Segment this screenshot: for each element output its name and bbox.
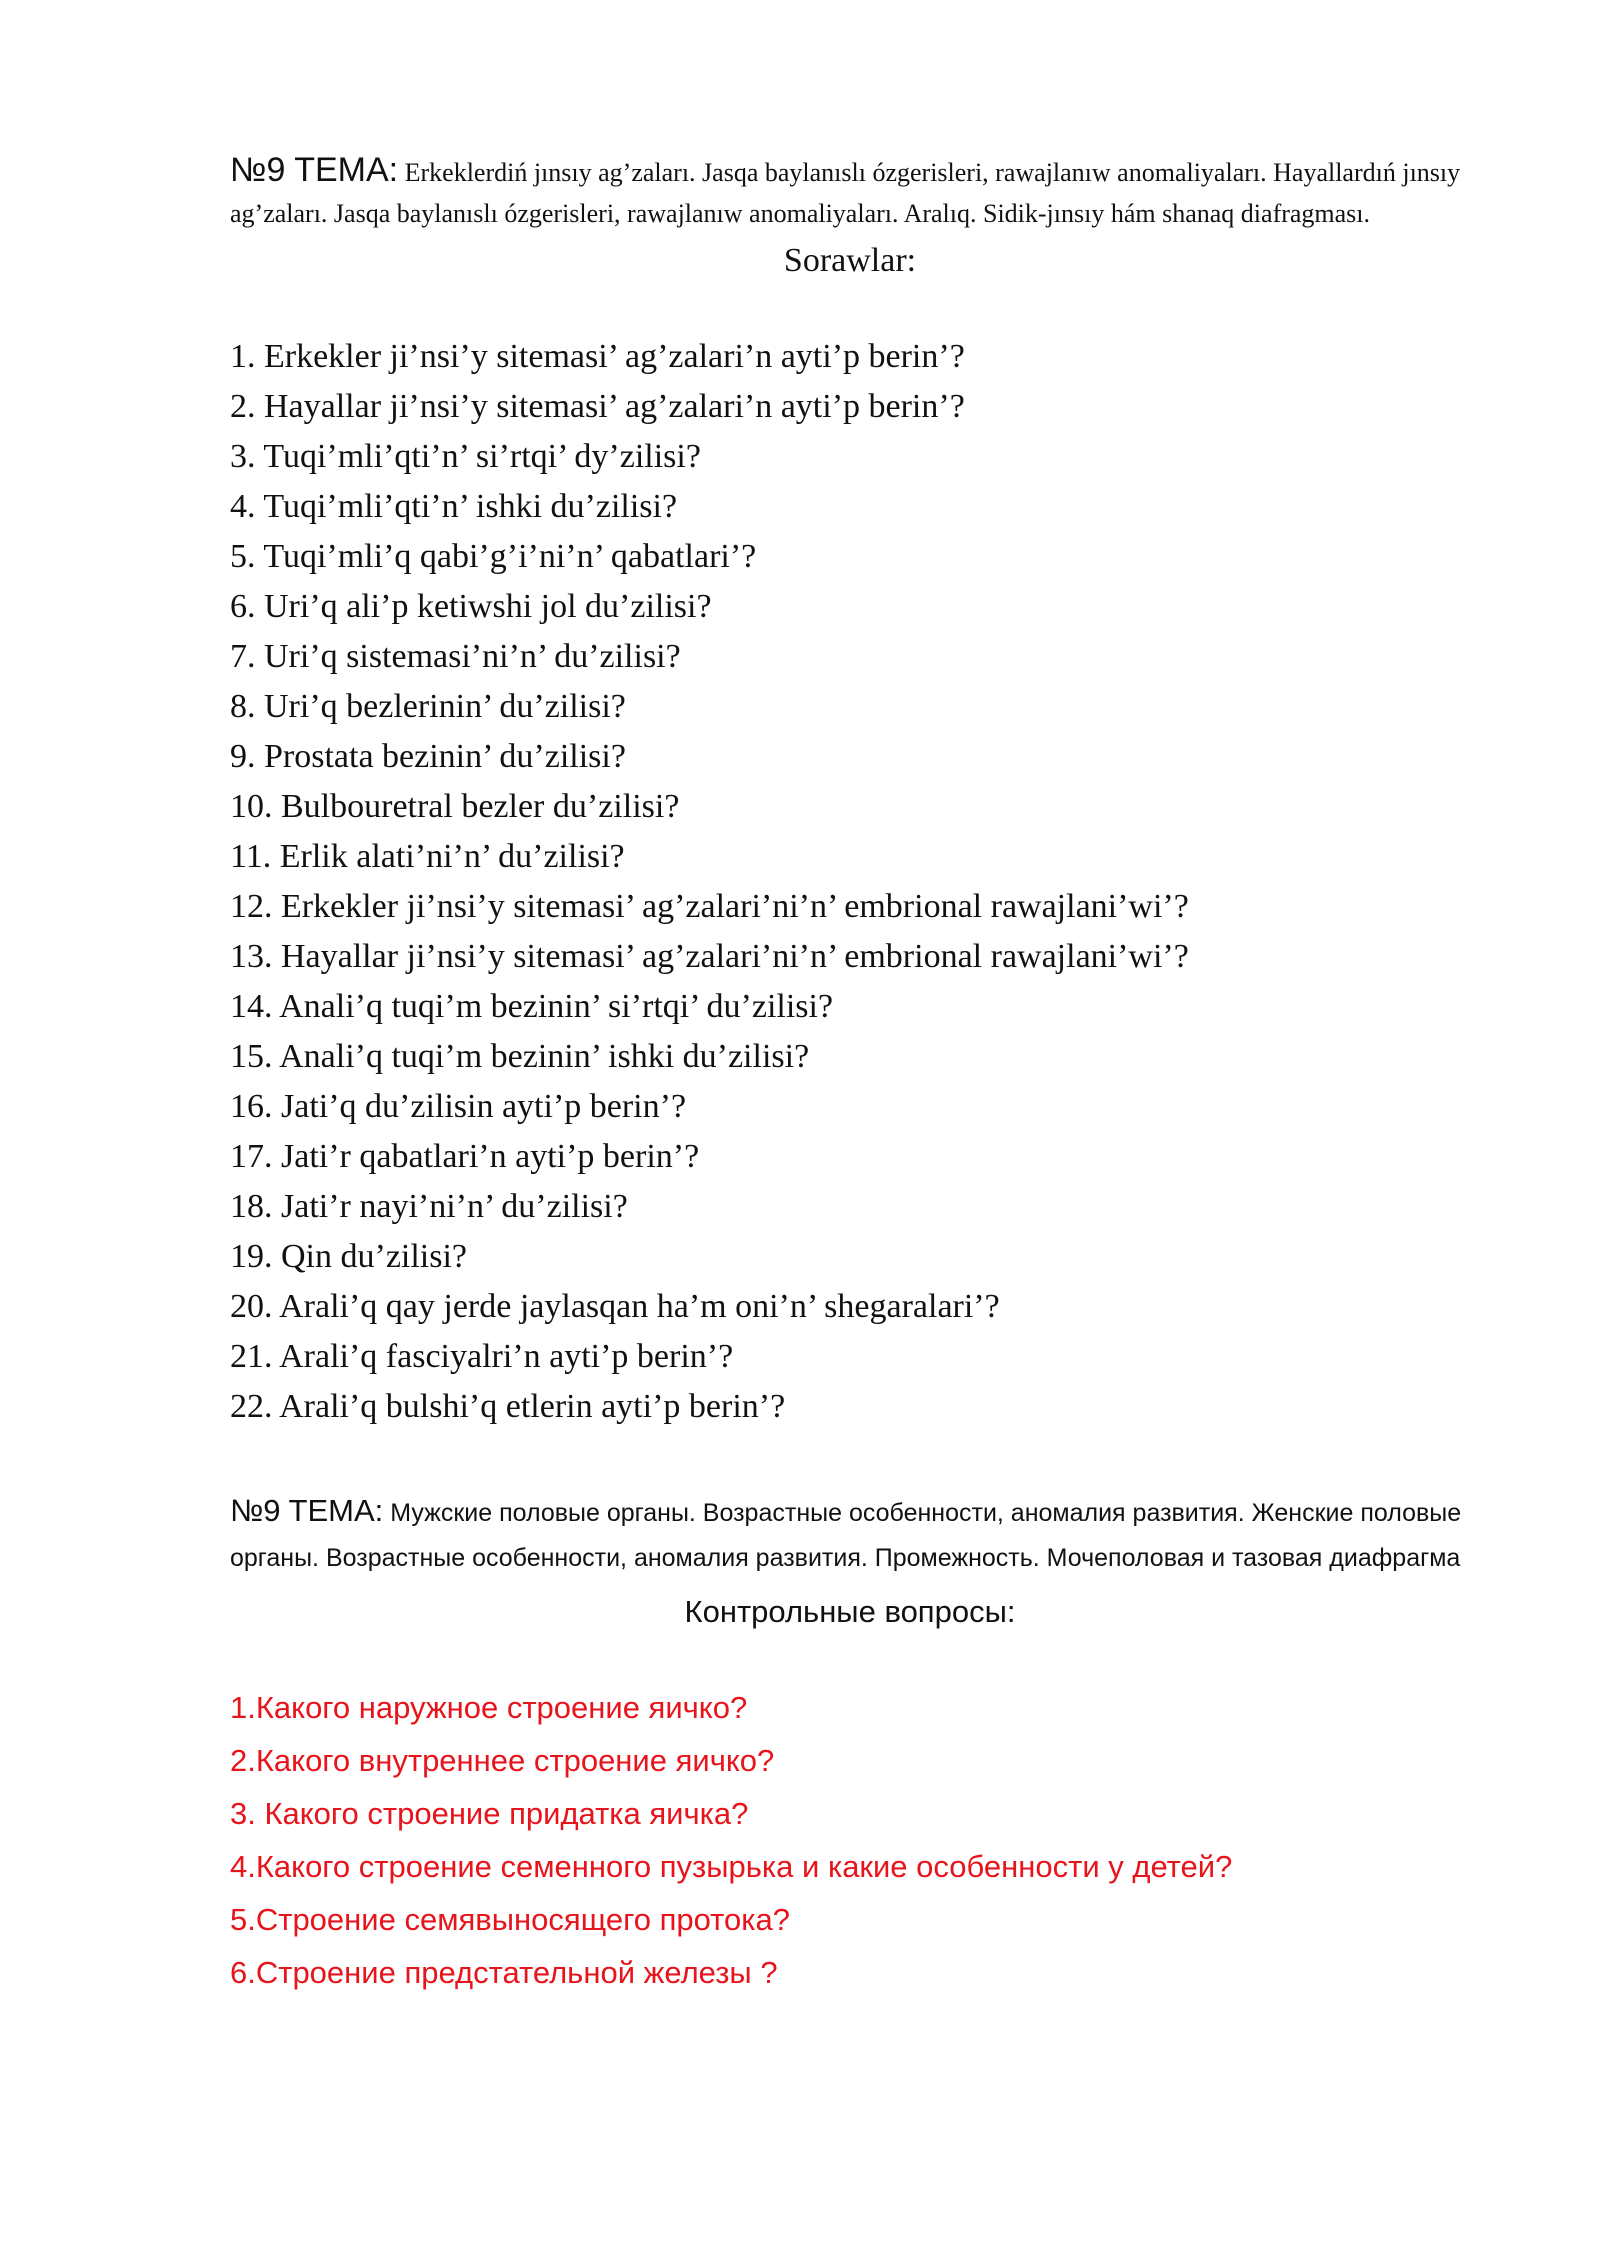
question-item: 6.Строение предстательной железы ? bbox=[230, 1955, 778, 1990]
topic-heading-ru bbox=[230, 1488, 1470, 1581]
topic-label: №9 TEMA: bbox=[230, 151, 399, 189]
question-item: 16. Jati’q du’zilisin ayti’p berin’? bbox=[230, 1088, 687, 1125]
topic-label: №9 TEMA: bbox=[230, 1493, 384, 1528]
question-item: 6. Uri’q ali’p ketiwshi jol du’zilisi? bbox=[230, 588, 712, 625]
question-item: 3. Tuqi’mli’qti’n’ si’rtqi’ dy’zilisi? bbox=[230, 438, 701, 475]
question-item: 4. Tuqi’mli’qti’n’ ishki du’zilisi? bbox=[230, 488, 678, 525]
question-list-kk bbox=[230, 332, 1470, 1432]
topic-text: Erkeklerdiń jınsıy ag’zaları. Jasqa baylanıslı ózgerisleri, rawajlanıw anomaliyaları. Hayallardıń jınsıy ag’zaları. Jasqa baylanıslı ózgerisleri, rawajlanıw anomaliyaları. Aralıq. Sidik-jınsıy hám shanaq diafragması. bbox=[230, 158, 1461, 228]
question-item: 4.Какого строение семенного пузырька и какие особенности у детей? bbox=[230, 1849, 1233, 1884]
question-item: 1.Какого наружное строение яичко? bbox=[230, 1690, 748, 1725]
question-item: 13. Hayallar ji’nsi’y sitemasi’ ag’zalari’ni’n’ embrional rawajlani’wi’? bbox=[230, 938, 1189, 975]
question-item: 7. Uri’q sistemasi’ni’n’ du’zilisi? bbox=[230, 638, 681, 675]
question-item: 17. Jati’r qabatlari’n ayti’p berin’? bbox=[230, 1138, 700, 1175]
topic-heading-kk bbox=[230, 150, 1470, 234]
question-item: 10. Bulbouretral bezler du’zilisi? bbox=[230, 788, 680, 825]
document-page bbox=[230, 150, 1470, 1999]
question-item: 3. Какого строение придатка яичка? bbox=[230, 1796, 749, 1831]
question-item: 1. Erkekler ji’nsi’y sitemasi’ ag’zalari’n ayti’p berin’? bbox=[230, 338, 965, 375]
questions-subtitle-kk: Sorawlar: bbox=[783, 242, 917, 279]
questions-subtitle-ru: Контрольные вопросы: bbox=[684, 1594, 1016, 1629]
question-item: 9. Prostata bezinin’ du’zilisi? bbox=[230, 738, 626, 775]
question-item: 18. Jati’r nayi’ni’n’ du’zilisi? bbox=[230, 1188, 628, 1225]
question-item: 19. Qin du’zilisi? bbox=[230, 1238, 468, 1275]
question-list-ru bbox=[230, 1681, 1470, 1999]
question-item: 2.Какого внутреннее строение яичко? bbox=[230, 1743, 775, 1778]
question-item: 14. Anali’q tuqi’m bezinin’ si’rtqi’ du’zilisi? bbox=[230, 988, 834, 1025]
topic-text: Мужские половые органы. Возрастные особенности, аномалия развития. Женские половые органы. Возрастные особенности, аномалия развития. Промежность. Мочеполовая и тазовая диафрагма bbox=[230, 1499, 1462, 1572]
question-item: 8. Uri’q bezlerinin’ du’zilisi? bbox=[230, 688, 626, 725]
question-item: 21. Arali’q fasciyalri’n ayti’p berin’? bbox=[230, 1338, 734, 1375]
question-item: 20. Arali’q qay jerde jaylasqan ha’m oni’n’ shegaralari’? bbox=[230, 1288, 1000, 1325]
question-item: 22. Arali’q bulshi’q etlerin ayti’p berin’? bbox=[230, 1388, 786, 1425]
question-item: 12. Erkekler ji’nsi’y sitemasi’ ag’zalari’ni’n’ embrional rawajlani’wi’? bbox=[230, 888, 1189, 925]
question-item: 2. Hayallar ji’nsi’y sitemasi’ ag’zalari’n ayti’p berin’? bbox=[230, 388, 965, 425]
question-item: 11. Erlik alati’ni’n’ du’zilisi? bbox=[230, 838, 625, 875]
question-item: 5.Строение семявыносящего протока? bbox=[230, 1902, 790, 1937]
question-item: 15. Anali’q tuqi’m bezinin’ ishki du’zilisi? bbox=[230, 1038, 810, 1075]
question-item: 5. Tuqi’mli’q qabi’g’i’ni’n’ qabatlari’? bbox=[230, 538, 757, 575]
